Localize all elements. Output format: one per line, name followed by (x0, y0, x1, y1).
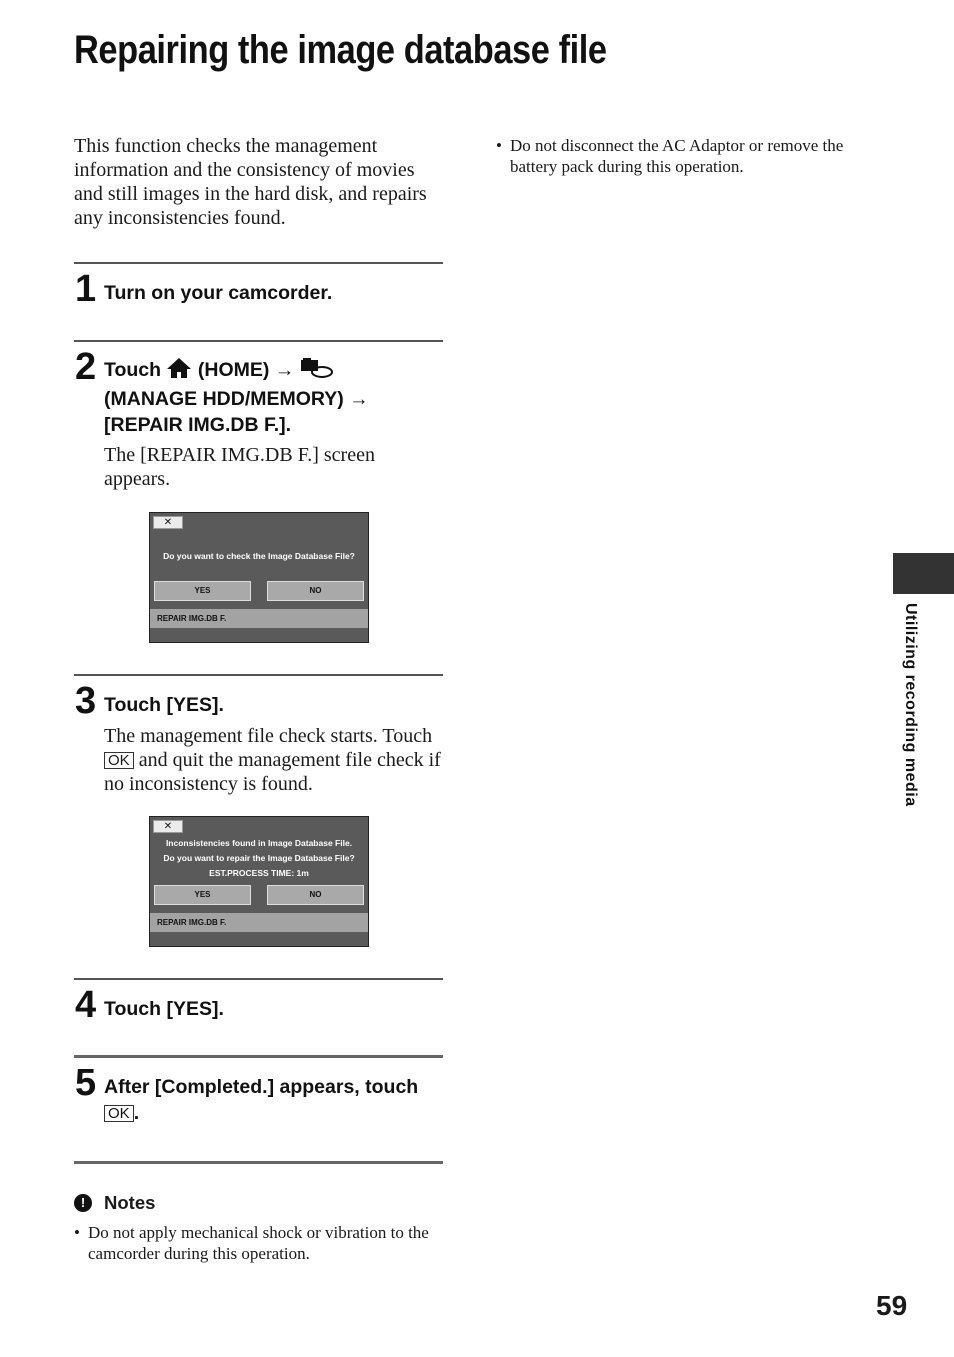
home-label: (HOME) (197, 359, 270, 381)
step-heading: Touch [YES]. (104, 694, 224, 716)
notes-icon: ! (74, 1194, 92, 1212)
arrow: → (349, 388, 369, 410)
manage-hdd-memory-icon (300, 357, 334, 386)
close-icon[interactable]: ✕ (153, 516, 183, 529)
step-divider (74, 262, 443, 264)
step-heading (104, 1074, 444, 1126)
repair-label: [REPAIR IMG.DB F.]. (104, 414, 292, 436)
touch-text: Touch (104, 359, 162, 381)
step-divider (74, 1055, 443, 1058)
yes-button[interactable]: YES (154, 885, 251, 905)
screen-message-line2: Do you want to repair the Image Database File? (163, 853, 355, 863)
step-number: 5 (75, 1062, 97, 1104)
ok-button-icon: OK (104, 1105, 134, 1122)
step-number: 3 (75, 680, 97, 722)
section-divider (74, 1161, 443, 1164)
yes-button[interactable]: YES (154, 581, 251, 601)
step-heading: Touch [YES]. (104, 998, 224, 1020)
bullet: • (74, 1223, 80, 1242)
step-body-part2: and quit the management file check if no inconsistency is found. (104, 749, 441, 795)
step-heading: Turn on your camcorder. (104, 282, 333, 304)
step-number: 4 (75, 984, 97, 1026)
lcd-screen-check (149, 512, 369, 643)
step-body: The [REPAIR IMG.DB F.] screen appears. (104, 444, 375, 490)
no-button[interactable]: NO (267, 885, 364, 905)
screen-message: Do you want to check the Image Database File? (163, 551, 355, 561)
screen-title-bar: REPAIR IMG.DB F. (150, 609, 368, 628)
step-number: 2 (75, 346, 97, 388)
section-tab-marker (893, 553, 954, 594)
home-icon (166, 357, 192, 386)
page-title: Repairing the image database file (74, 28, 607, 72)
arrow: → (274, 359, 295, 381)
close-icon[interactable]: ✕ (153, 820, 183, 833)
lcd-screen-repair (149, 816, 369, 947)
screen-message-line1: Inconsistencies found in Image Database File. (165, 838, 353, 848)
notes-heading (74, 1192, 155, 1214)
step-divider (74, 340, 443, 342)
no-button[interactable]: NO (267, 581, 364, 601)
step-body-part1: The management file check starts. Touch (104, 725, 433, 747)
screen-title-bar: REPAIR IMG.DB F. (150, 913, 368, 932)
section-side-label: Utilizing recording media (902, 603, 919, 807)
step-number: 1 (75, 268, 97, 310)
intro-paragraph: This function checks the management information and the consistency of movies and still images in the hard disk, and repairs any inconsistencies found. (74, 135, 427, 229)
page-number: 59 (876, 1290, 908, 1321)
bullet: • (496, 136, 502, 155)
step-divider (74, 978, 443, 980)
right-note-text: Do not disconnect the AC Adaptor or remove the battery pack during this operation. (510, 136, 844, 176)
ok-button-icon: OK (104, 752, 134, 769)
notes-title: Notes (104, 1192, 156, 1213)
notes-item-text: Do not apply mechanical shock or vibration to the camcorder during this operation. (88, 1223, 429, 1263)
right-column-note (496, 135, 856, 177)
manage-label: (MANAGE HDD/MEMORY) (104, 388, 344, 410)
step-divider (74, 674, 443, 676)
screen-process-time: EST.PROCESS TIME: 1m (209, 868, 309, 878)
step-heading-text: After [Completed.] appears, touch (104, 1076, 419, 1098)
step-heading (104, 357, 444, 438)
notes-item (74, 1222, 444, 1264)
period: . (133, 1102, 140, 1124)
step-body (104, 724, 444, 796)
